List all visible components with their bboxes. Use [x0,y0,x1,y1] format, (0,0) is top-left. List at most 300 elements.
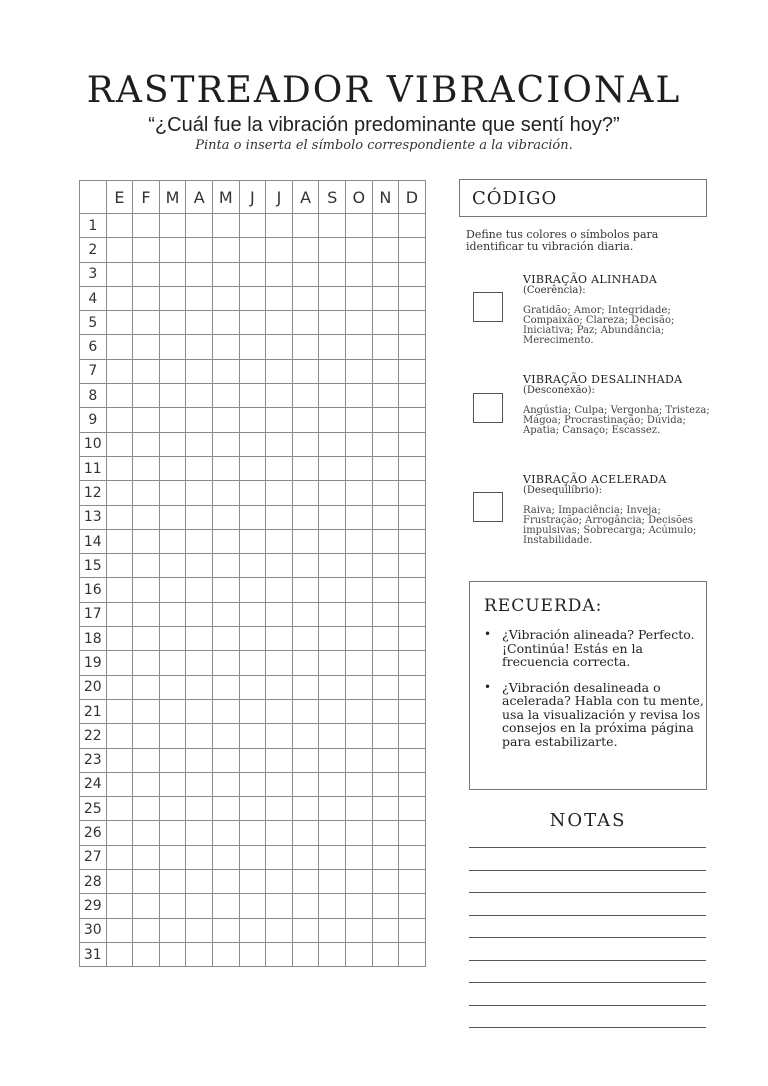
tracker-cell[interactable] [106,262,133,286]
tracker-cell[interactable] [319,456,346,480]
tracker-cell[interactable] [292,238,319,262]
tracker-cell[interactable] [106,651,133,675]
tracker-cell[interactable] [319,286,346,310]
tracker-cell[interactable] [159,335,186,359]
tracker-cell[interactable] [159,359,186,383]
tracker-cell[interactable] [106,432,133,456]
tracker-cell[interactable] [159,772,186,796]
tracker-cell[interactable] [372,456,399,480]
tracker-cell[interactable] [399,481,426,505]
tracker-cell[interactable] [212,432,239,456]
tracker-cell[interactable] [133,432,160,456]
tracker-cell[interactable] [266,699,293,723]
tracker-cell[interactable] [133,724,160,748]
tracker-cell[interactable] [292,894,319,918]
tracker-cell[interactable] [239,578,266,602]
tracker-cell[interactable] [266,505,293,529]
tracker-cell[interactable] [292,335,319,359]
tracker-cell[interactable] [399,578,426,602]
tracker-cell[interactable] [292,651,319,675]
tracker-cell[interactable] [319,699,346,723]
tracker-cell[interactable] [133,286,160,310]
tracker-cell[interactable] [212,748,239,772]
tracker-cell[interactable] [292,262,319,286]
tracker-cell[interactable] [106,214,133,238]
tracker-cell[interactable] [292,384,319,408]
tracker-cell[interactable] [186,845,213,869]
tracker-cell[interactable] [266,748,293,772]
tracker-cell[interactable] [399,505,426,529]
tracker-cell[interactable] [372,481,399,505]
tracker-cell[interactable] [239,845,266,869]
tracker-cell[interactable] [212,772,239,796]
legend-symbol-box-misaligned[interactable] [473,393,503,423]
tracker-cell[interactable] [319,384,346,408]
tracker-cell[interactable] [399,724,426,748]
tracker-cell[interactable] [106,311,133,335]
tracker-cell[interactable] [159,675,186,699]
tracker-cell[interactable] [106,408,133,432]
tracker-cell[interactable] [292,432,319,456]
tracker-cell[interactable] [399,845,426,869]
tracker-cell[interactable] [159,408,186,432]
tracker-cell[interactable] [399,432,426,456]
note-line[interactable] [469,1027,706,1028]
tracker-cell[interactable] [319,238,346,262]
tracker-cell[interactable] [372,505,399,529]
tracker-cell[interactable] [372,311,399,335]
tracker-cell[interactable] [133,311,160,335]
tracker-cell[interactable] [372,870,399,894]
tracker-cell[interactable] [345,335,372,359]
tracker-cell[interactable] [239,335,266,359]
tracker-cell[interactable] [345,311,372,335]
tracker-cell[interactable] [266,627,293,651]
tracker-cell[interactable] [186,214,213,238]
tracker-cell[interactable] [239,699,266,723]
tracker-cell[interactable] [133,651,160,675]
tracker-cell[interactable] [266,942,293,966]
tracker-cell[interactable] [239,408,266,432]
tracker-cell[interactable] [345,286,372,310]
tracker-cell[interactable] [292,821,319,845]
tracker-cell[interactable] [292,602,319,626]
tracker-cell[interactable] [239,821,266,845]
tracker-cell[interactable] [399,262,426,286]
tracker-cell[interactable] [345,821,372,845]
tracker-cell[interactable] [399,699,426,723]
tracker-cell[interactable] [345,772,372,796]
tracker-cell[interactable] [159,238,186,262]
tracker-cell[interactable] [186,870,213,894]
tracker-cell[interactable] [345,942,372,966]
tracker-cell[interactable] [186,286,213,310]
tracker-cell[interactable] [345,699,372,723]
tracker-cell[interactable] [266,262,293,286]
tracker-cell[interactable] [399,748,426,772]
tracker-cell[interactable] [212,335,239,359]
tracker-cell[interactable] [372,432,399,456]
tracker-cell[interactable] [159,942,186,966]
tracker-cell[interactable] [159,529,186,553]
tracker-cell[interactable] [212,578,239,602]
tracker-cell[interactable] [399,214,426,238]
tracker-cell[interactable] [186,554,213,578]
tracker-cell[interactable] [159,797,186,821]
tracker-cell[interactable] [345,456,372,480]
tracker-cell[interactable] [212,481,239,505]
tracker-cell[interactable] [133,699,160,723]
tracker-cell[interactable] [319,359,346,383]
tracker-cell[interactable] [106,335,133,359]
tracker-cell[interactable] [292,675,319,699]
tracker-cell[interactable] [159,311,186,335]
tracker-cell[interactable] [372,748,399,772]
tracker-cell[interactable] [212,262,239,286]
tracker-cell[interactable] [186,821,213,845]
tracker-cell[interactable] [212,724,239,748]
note-line[interactable] [469,982,706,983]
tracker-cell[interactable] [133,335,160,359]
tracker-cell[interactable] [319,651,346,675]
tracker-cell[interactable] [319,942,346,966]
tracker-cell[interactable] [399,408,426,432]
tracker-cell[interactable] [212,918,239,942]
tracker-cell[interactable] [212,627,239,651]
tracker-cell[interactable] [212,456,239,480]
tracker-cell[interactable] [266,724,293,748]
tracker-cell[interactable] [345,651,372,675]
tracker-cell[interactable] [266,821,293,845]
note-line[interactable] [469,937,706,938]
tracker-cell[interactable] [319,894,346,918]
tracker-cell[interactable] [133,870,160,894]
tracker-cell[interactable] [345,748,372,772]
tracker-cell[interactable] [239,214,266,238]
tracker-cell[interactable] [186,529,213,553]
note-line[interactable] [469,1005,706,1006]
tracker-cell[interactable] [133,505,160,529]
tracker-cell[interactable] [266,918,293,942]
tracker-cell[interactable] [292,772,319,796]
tracker-cell[interactable] [345,918,372,942]
tracker-cell[interactable] [159,505,186,529]
tracker-cell[interactable] [239,359,266,383]
tracker-cell[interactable] [106,821,133,845]
tracker-cell[interactable] [106,602,133,626]
tracker-cell[interactable] [212,554,239,578]
tracker-cell[interactable] [186,602,213,626]
tracker-cell[interactable] [372,675,399,699]
tracker-cell[interactable] [106,918,133,942]
tracker-cell[interactable] [239,651,266,675]
note-line[interactable] [469,847,706,848]
tracker-cell[interactable] [133,942,160,966]
tracker-cell[interactable] [399,651,426,675]
tracker-cell[interactable] [239,627,266,651]
tracker-cell[interactable] [345,505,372,529]
note-line[interactable] [469,892,706,893]
tracker-cell[interactable] [266,529,293,553]
tracker-cell[interactable] [319,432,346,456]
tracker-cell[interactable] [319,505,346,529]
tracker-cell[interactable] [399,554,426,578]
tracker-cell[interactable] [106,286,133,310]
tracker-cell[interactable] [292,408,319,432]
tracker-cell[interactable] [106,481,133,505]
tracker-cell[interactable] [345,578,372,602]
tracker-cell[interactable] [106,554,133,578]
tracker-cell[interactable] [266,797,293,821]
tracker-cell[interactable] [159,724,186,748]
tracker-cell[interactable] [266,359,293,383]
tracker-cell[interactable] [239,505,266,529]
tracker-cell[interactable] [212,359,239,383]
tracker-cell[interactable] [186,505,213,529]
tracker-cell[interactable] [186,627,213,651]
tracker-cell[interactable] [292,627,319,651]
tracker-cell[interactable] [186,942,213,966]
tracker-cell[interactable] [399,456,426,480]
tracker-cell[interactable] [345,602,372,626]
tracker-cell[interactable] [399,602,426,626]
tracker-cell[interactable] [239,894,266,918]
tracker-cell[interactable] [212,894,239,918]
tracker-cell[interactable] [239,384,266,408]
tracker-cell[interactable] [133,602,160,626]
tracker-cell[interactable] [372,894,399,918]
tracker-cell[interactable] [239,870,266,894]
tracker-cell[interactable] [319,821,346,845]
tracker-cell[interactable] [266,214,293,238]
tracker-cell[interactable] [292,748,319,772]
tracker-cell[interactable] [266,675,293,699]
tracker-cell[interactable] [345,894,372,918]
tracker-cell[interactable] [372,335,399,359]
tracker-cell[interactable] [239,529,266,553]
tracker-cell[interactable] [266,238,293,262]
tracker-cell[interactable] [266,311,293,335]
tracker-cell[interactable] [186,408,213,432]
tracker-cell[interactable] [106,529,133,553]
tracker-cell[interactable] [159,894,186,918]
tracker-cell[interactable] [292,481,319,505]
tracker-cell[interactable] [212,311,239,335]
tracker-cell[interactable] [319,748,346,772]
tracker-cell[interactable] [319,214,346,238]
tracker-cell[interactable] [159,481,186,505]
tracker-cell[interactable] [133,675,160,699]
tracker-cell[interactable] [133,748,160,772]
tracker-cell[interactable] [186,335,213,359]
tracker-cell[interactable] [106,456,133,480]
tracker-cell[interactable] [159,918,186,942]
tracker-cell[interactable] [133,845,160,869]
tracker-cell[interactable] [399,942,426,966]
tracker-cell[interactable] [319,554,346,578]
tracker-cell[interactable] [319,311,346,335]
tracker-cell[interactable] [266,602,293,626]
tracker-cell[interactable] [319,772,346,796]
tracker-cell[interactable] [106,699,133,723]
tracker-cell[interactable] [372,529,399,553]
tracker-cell[interactable] [239,748,266,772]
tracker-cell[interactable] [399,894,426,918]
tracker-cell[interactable] [159,821,186,845]
tracker-cell[interactable] [345,675,372,699]
tracker-cell[interactable] [372,772,399,796]
tracker-cell[interactable] [159,214,186,238]
tracker-cell[interactable] [372,845,399,869]
tracker-cell[interactable] [372,286,399,310]
tracker-cell[interactable] [159,602,186,626]
tracker-cell[interactable] [212,408,239,432]
tracker-cell[interactable] [133,214,160,238]
note-line[interactable] [469,870,706,871]
tracker-cell[interactable] [186,359,213,383]
tracker-cell[interactable] [372,797,399,821]
tracker-cell[interactable] [372,627,399,651]
tracker-cell[interactable] [186,675,213,699]
tracker-cell[interactable] [345,262,372,286]
tracker-cell[interactable] [345,845,372,869]
tracker-cell[interactable] [186,238,213,262]
tracker-cell[interactable] [399,529,426,553]
tracker-cell[interactable] [319,529,346,553]
tracker-cell[interactable] [372,554,399,578]
tracker-cell[interactable] [212,651,239,675]
tracker-cell[interactable] [212,214,239,238]
tracker-cell[interactable] [345,627,372,651]
tracker-cell[interactable] [186,432,213,456]
tracker-cell[interactable] [372,408,399,432]
tracker-cell[interactable] [212,238,239,262]
tracker-cell[interactable] [399,675,426,699]
tracker-cell[interactable] [186,262,213,286]
tracker-cell[interactable] [399,772,426,796]
tracker-cell[interactable] [239,724,266,748]
tracker-cell[interactable] [345,529,372,553]
tracker-cell[interactable] [106,724,133,748]
tracker-cell[interactable] [266,894,293,918]
tracker-cell[interactable] [266,772,293,796]
tracker-cell[interactable] [345,214,372,238]
tracker-cell[interactable] [399,384,426,408]
tracker-cell[interactable] [106,359,133,383]
tracker-cell[interactable] [319,262,346,286]
tracker-cell[interactable] [186,748,213,772]
tracker-cell[interactable] [133,408,160,432]
tracker-cell[interactable] [372,942,399,966]
tracker-cell[interactable] [266,384,293,408]
tracker-cell[interactable] [372,651,399,675]
tracker-cell[interactable] [186,724,213,748]
tracker-cell[interactable] [266,408,293,432]
tracker-cell[interactable] [212,870,239,894]
tracker-cell[interactable] [266,456,293,480]
tracker-cell[interactable] [212,797,239,821]
tracker-cell[interactable] [239,602,266,626]
tracker-cell[interactable] [159,456,186,480]
tracker-cell[interactable] [372,821,399,845]
tracker-cell[interactable] [266,432,293,456]
tracker-cell[interactable] [345,408,372,432]
tracker-cell[interactable] [159,432,186,456]
tracker-cell[interactable] [266,286,293,310]
tracker-cell[interactable] [292,699,319,723]
tracker-cell[interactable] [186,797,213,821]
tracker-cell[interactable] [292,870,319,894]
tracker-cell[interactable] [212,821,239,845]
tracker-cell[interactable] [345,797,372,821]
tracker-cell[interactable] [372,214,399,238]
tracker-cell[interactable] [239,797,266,821]
tracker-cell[interactable] [159,554,186,578]
tracker-cell[interactable] [266,335,293,359]
tracker-cell[interactable] [239,432,266,456]
tracker-cell[interactable] [159,286,186,310]
tracker-cell[interactable] [133,262,160,286]
legend-symbol-box-aligned[interactable] [473,292,503,322]
tracker-cell[interactable] [372,578,399,602]
tracker-cell[interactable] [106,894,133,918]
tracker-cell[interactable] [319,578,346,602]
tracker-cell[interactable] [399,870,426,894]
tracker-cell[interactable] [186,456,213,480]
tracker-cell[interactable] [292,554,319,578]
tracker-cell[interactable] [133,554,160,578]
tracker-cell[interactable] [159,699,186,723]
tracker-cell[interactable] [239,481,266,505]
tracker-cell[interactable] [212,286,239,310]
tracker-cell[interactable] [106,578,133,602]
tracker-cell[interactable] [372,918,399,942]
tracker-cell[interactable] [133,384,160,408]
tracker-cell[interactable] [345,359,372,383]
tracker-cell[interactable] [345,238,372,262]
tracker-cell[interactable] [133,772,160,796]
tracker-cell[interactable] [186,894,213,918]
tracker-cell[interactable] [186,918,213,942]
tracker-cell[interactable] [186,772,213,796]
tracker-cell[interactable] [159,578,186,602]
tracker-cell[interactable] [399,238,426,262]
tracker-cell[interactable] [133,238,160,262]
tracker-cell[interactable] [159,651,186,675]
tracker-cell[interactable] [292,214,319,238]
tracker-cell[interactable] [345,724,372,748]
tracker-cell[interactable] [239,918,266,942]
tracker-cell[interactable] [399,627,426,651]
tracker-cell[interactable] [239,262,266,286]
note-line[interactable] [469,960,706,961]
tracker-cell[interactable] [106,675,133,699]
tracker-cell[interactable] [106,627,133,651]
tracker-cell[interactable] [319,627,346,651]
tracker-cell[interactable] [159,748,186,772]
tracker-cell[interactable] [133,894,160,918]
tracker-cell[interactable] [106,942,133,966]
tracker-cell[interactable] [133,821,160,845]
tracker-cell[interactable] [106,238,133,262]
tracker-cell[interactable] [399,797,426,821]
tracker-cell[interactable] [319,602,346,626]
tracker-cell[interactable] [292,456,319,480]
tracker-cell[interactable] [106,384,133,408]
tracker-cell[interactable] [292,529,319,553]
tracker-cell[interactable] [319,797,346,821]
tracker-cell[interactable] [186,311,213,335]
